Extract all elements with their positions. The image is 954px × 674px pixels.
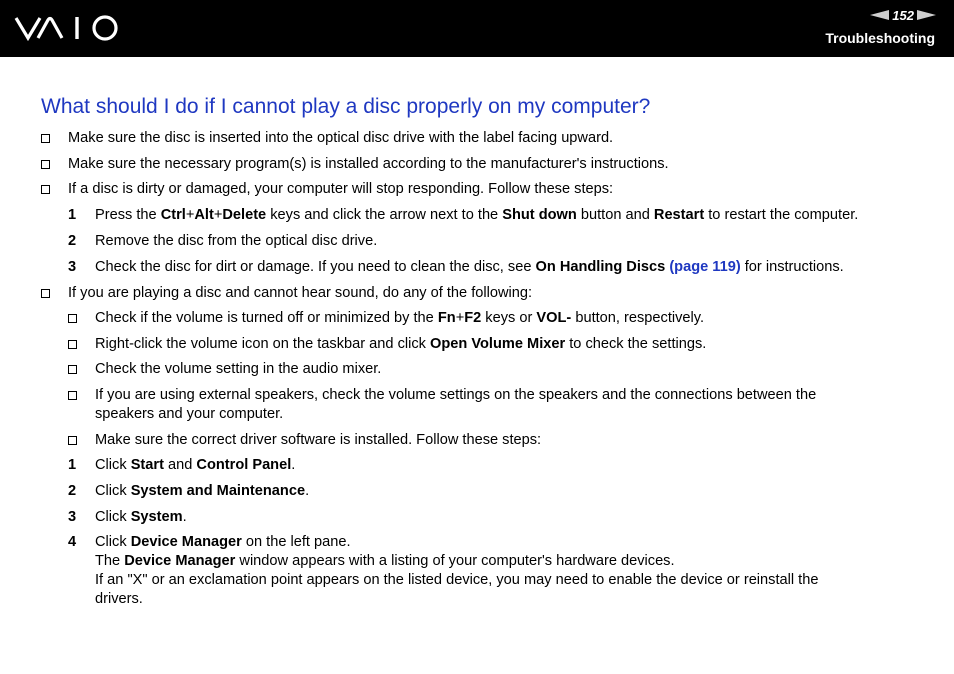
bullet-text: If you are playing a disc and cannot hear sound, do any of the following:: [68, 285, 533, 301]
step-text: Click System and Maintenance.: [95, 483, 310, 499]
sub-bullet-text: speakers and your computer.: [95, 406, 284, 422]
page-header: [0, 0, 954, 57]
step-text: Click System.: [95, 509, 187, 525]
bullet-checkbox-icon: [68, 436, 77, 445]
bullet-checkbox-icon: [41, 185, 50, 194]
step-number: 1: [68, 457, 77, 473]
sub-bullet-text: If you are using external speakers, check the volume settings on the speakers and the connections between the: [95, 387, 817, 403]
bullet-text: If a disc is dirty or damaged, your computer will stop responding. Follow these steps:: [68, 181, 614, 197]
step-text: Remove the disc from the optical disc drive.: [95, 233, 378, 249]
bullet-checkbox-icon: [68, 340, 77, 349]
bullet-checkbox-icon: [41, 289, 50, 298]
step-number: 4: [68, 534, 77, 550]
vaio-logo: [14, 14, 120, 47]
step-text: If an "X" or an exclamation point appears on the listed device, you may need to enable the device or reinstall the: [95, 572, 819, 588]
bullet-checkbox-icon: [41, 134, 50, 143]
page-title: What should I do if I cannot play a disc properly on my computer?: [41, 95, 651, 118]
previous-page-arrow-icon[interactable]: [870, 10, 889, 20]
page-navigator: [870, 7, 936, 23]
bullet-text: Make sure the disc is inserted into the optical disc drive with the label facing upward.: [68, 130, 614, 146]
bullet-checkbox-icon: [68, 365, 77, 374]
step-text: Check the disc for dirt or damage. If you need to clean the disc, see On Handling Discs (page 119) for instructions.: [95, 259, 844, 275]
page-number: 152: [892, 7, 914, 23]
step-number: 2: [68, 483, 77, 499]
step-number: 1: [68, 207, 77, 223]
step-number: 3: [68, 509, 77, 525]
next-page-arrow-icon[interactable]: [917, 10, 936, 20]
bullet-checkbox-icon: [68, 314, 77, 323]
sub-bullet-text: Make sure the correct driver software is installed. Follow these steps:: [95, 432, 542, 448]
sub-bullet-text: Check if the volume is turned off or minimized by the Fn+F2 keys or VOL- button, respectively.: [95, 310, 705, 326]
sub-bullet-text: Check the volume setting in the audio mixer.: [95, 361, 382, 377]
step-text: The Device Manager window appears with a listing of your computer's hardware devices.: [95, 553, 675, 569]
bullet-checkbox-icon: [41, 160, 50, 169]
step-number: 2: [68, 233, 77, 249]
step-text: Press the Ctrl+Alt+Delete keys and click the arrow next to the Shut down button and Restart to restart the computer.: [95, 207, 859, 223]
step-text: drivers.: [95, 591, 143, 607]
bullet-text: Make sure the necessary program(s) is installed according to the manufacturer's instructions.: [68, 156, 669, 172]
sub-bullet-text: Right-click the volume icon on the taskbar and click Open Volume Mixer to check the settings.: [95, 336, 707, 352]
step-number: 3: [68, 259, 77, 275]
step-text: Click Start and Control Panel.: [95, 457, 296, 473]
bullet-checkbox-icon: [68, 391, 77, 400]
section-name: Troubleshooting: [825, 30, 935, 46]
step-text: Click Device Manager on the left pane.: [95, 534, 351, 550]
page-link[interactable]: (page 119): [669, 259, 741, 275]
